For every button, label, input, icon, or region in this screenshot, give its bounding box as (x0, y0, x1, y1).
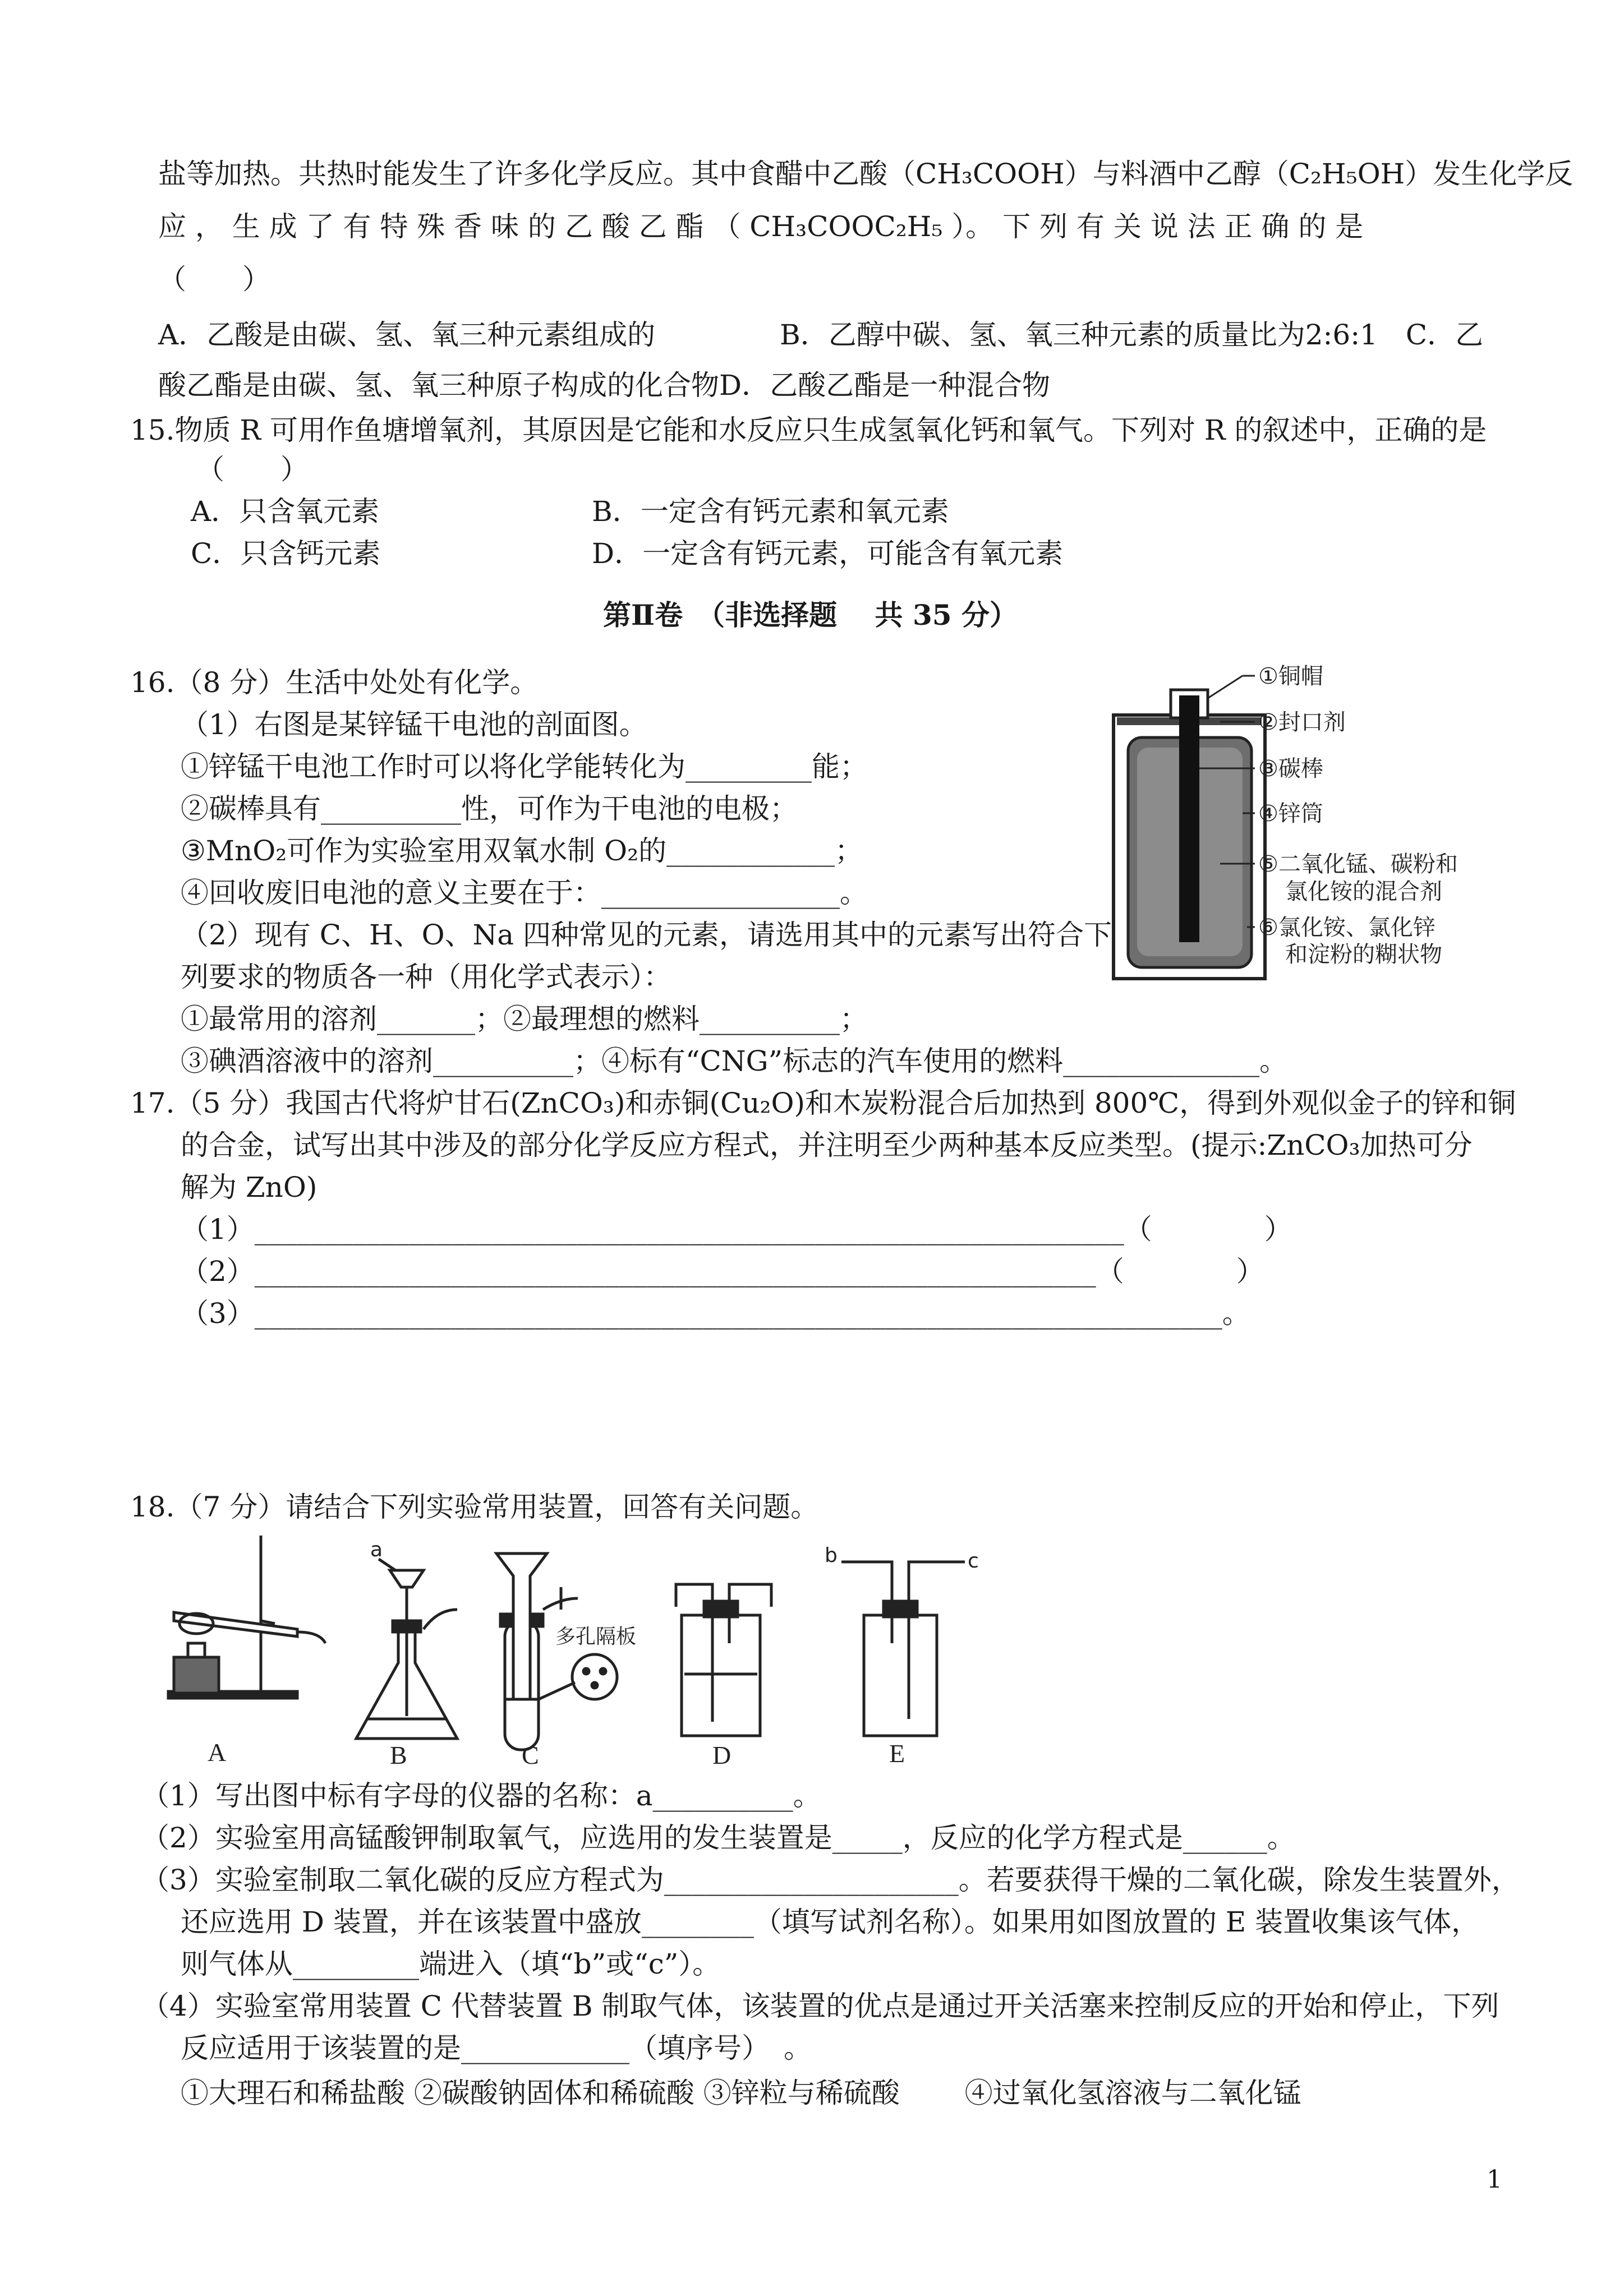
q15-option-b: B．一定含有钙元素和氧元素 (592, 495, 949, 528)
q17-answer-3: （3）_____________________________________________________________________。 (181, 1297, 1250, 1330)
q15-stem: 15.物质 R 可用作鱼塘增氧剂，其原因是它能和水反应只生成氢氧化钙和氧气。下列对 R 的叙述中，正确的是 (130, 414, 1487, 446)
q15-option-a: A．只含氧元素 (191, 495, 380, 528)
section-title: 第Ⅱ卷 （非选择题 共 35 分） (603, 598, 1018, 631)
battery-label-3: ③碳棒 (1258, 756, 1323, 782)
battery-label-5a: ⑤二氧化锰、碳粉和 (1258, 851, 1458, 877)
apparatus-mark-c: c (968, 1550, 979, 1573)
battery-label-1: ①铜帽 (1258, 663, 1323, 689)
q18-item4b: 反应适用于该装置的是____________（填序号） 。 (181, 2032, 812, 2064)
q18-item4a: （4）实验室常用装置 C 代替装置 B 制取气体，该装置的优点是通过开关活塞来控制反应的开始和停止，下列 (141, 1990, 1499, 2022)
q16-part2b: 列要求的物质各一种（用化学式表示）： (181, 961, 671, 993)
q16-s1: ①锌锰干电池工作时可以将化学能转化为_________能； (181, 750, 868, 783)
q18-item3b: 还应选用 D 装置，并在该装置中盛放________（填写试剂名称）。如果用如图放置的 E 装置收集该气体， (181, 1906, 1480, 1938)
q16-s2: ②碳棒具有__________性，可作为干电池的电极； (181, 792, 798, 825)
q15-option-c: C．只含钙元素 (191, 537, 381, 570)
apparatus-porous-plate: 多孔隔板 (555, 1625, 637, 1648)
page-number: 1 (1487, 2165, 1502, 2194)
q18-item3c: 则气体从_________端进入（填“b”或“c”）。 (181, 1948, 721, 1980)
q14-option-b-c: B．乙醇中碳、氢、氧三种元素的质量比为2:6:1 C．乙 (780, 319, 1484, 351)
q18-item4c: ①大理石和稀盐酸 ②碳酸钠固体和稀硫酸 ③锌粒与稀硫酸 ④过氧化氢溶液与二氧化锰 (181, 2077, 1301, 2109)
battery-carbon-rod (1179, 695, 1199, 942)
q18-item3a: （3）实验室制取二氧化碳的反应方程式为_____________________。若要获得干燥的二氧化碳，除发生装置外， (141, 1864, 1520, 1896)
battery-label-4: ④锌筒 (1258, 801, 1323, 827)
q16-stem: 16.（8 分）生活中处处有化学。 (130, 666, 539, 699)
apparatus-label-c: C (522, 1741, 539, 1767)
battery-label-5b: 氯化铵的混合剂 (1285, 879, 1442, 905)
battery-label-6b: 和淀粉的糊状物 (1285, 942, 1442, 967)
battery-diagram (1108, 659, 1501, 990)
apparatus-mark-a: a (370, 1538, 383, 1561)
q15-blank: （ ） (196, 453, 309, 486)
q16-r1: ①最常用的溶剂_______；②最理想的燃料__________； (181, 1003, 868, 1035)
q16-part2a: （2）现有 C、H、O、Na 四种常见的元素，请选用其中的元素写出符合下 (181, 919, 1112, 951)
q14-line2: 应 ， 生 成 了 有 特 殊 香 味 的 乙 酸 乙 酯 （ CH₃COOC₂H₅ ）。 下 列 有 关 说 法 正 确 的 是 (158, 210, 1364, 243)
q14-option-c-d: 酸乙酯是由碳、氢、氧三种原子构成的化合物D．乙酸乙酯是一种混合物 (158, 369, 1051, 402)
q16-r2: ③碘酒溶液中的溶剂__________；④标有“CNG”标志的汽车使用的燃料______________。 (181, 1045, 1288, 1077)
q17-line3: 解为 ZnO) (181, 1171, 318, 1204)
apparatus-label-b: B (390, 1741, 407, 1767)
q16-s4: ④回收废旧电池的意义主要在于：_________________。 (181, 877, 868, 909)
q15-option-d: D．一定含有钙元素，可能含有氧元素 (592, 537, 1064, 570)
q18-stem: 18.（7 分）请结合下列实验常用装置，回答有关问题。 (130, 1491, 819, 1523)
apparatus-label-a: A (208, 1738, 227, 1767)
q17-line2: 的合金，试写出其中涉及的部分化学反应方程式，并注明至少两种基本反应类型。(提示:ZnCO₃加热可分 (181, 1129, 1473, 1161)
apparatus-mark-b: b (825, 1544, 838, 1567)
q16-s3: ③MnO₂可作为实验室用双氧水制 O₂的____________； (181, 835, 863, 867)
q18-item1: （1）写出图中标有字母的仪器的名称：a__________。 (141, 1779, 821, 1812)
q14-line1: 盐等加热。共热时能发生了许多化学反应。其中食醋中乙酸（CH₃COOH）与料酒中乙醇（C₂H₅OH）发生化学反 (158, 158, 1574, 190)
apparatus-label-e: E (889, 1739, 905, 1767)
q17-answer-1: （1）______________________________________________________________（ ） (181, 1213, 1292, 1246)
q14-blank: （ ） (158, 263, 270, 296)
q17-answer-2: （2）____________________________________________________________（ ） (181, 1255, 1264, 1288)
q18-item2: （2）实验室用高锰酸钾制取氧气，应选用的发生装置是_____，反应的化学方程式是______。 (141, 1822, 1295, 1854)
apparatus-label-d: D (712, 1741, 732, 1767)
battery-label-2: ②封口剂 (1258, 709, 1346, 735)
q17-line1: 17.（5 分）我国古代将炉甘石(ZnCO₃)和赤铜(Cu₂O)和木炭粉混合后加热到 800℃，得到外观似金子的锌和铜 (130, 1087, 1516, 1119)
battery-label-6a: ⑥氯化铵、氯化锌 (1258, 915, 1436, 940)
q14-option-a: A．乙酸是由碳、氢、氧三种元素组成的 (158, 319, 656, 351)
apparatus-diagram (157, 1531, 1032, 1767)
q16-part1: （1）右图是某锌锰干电池的剖面图。 (181, 708, 647, 741)
